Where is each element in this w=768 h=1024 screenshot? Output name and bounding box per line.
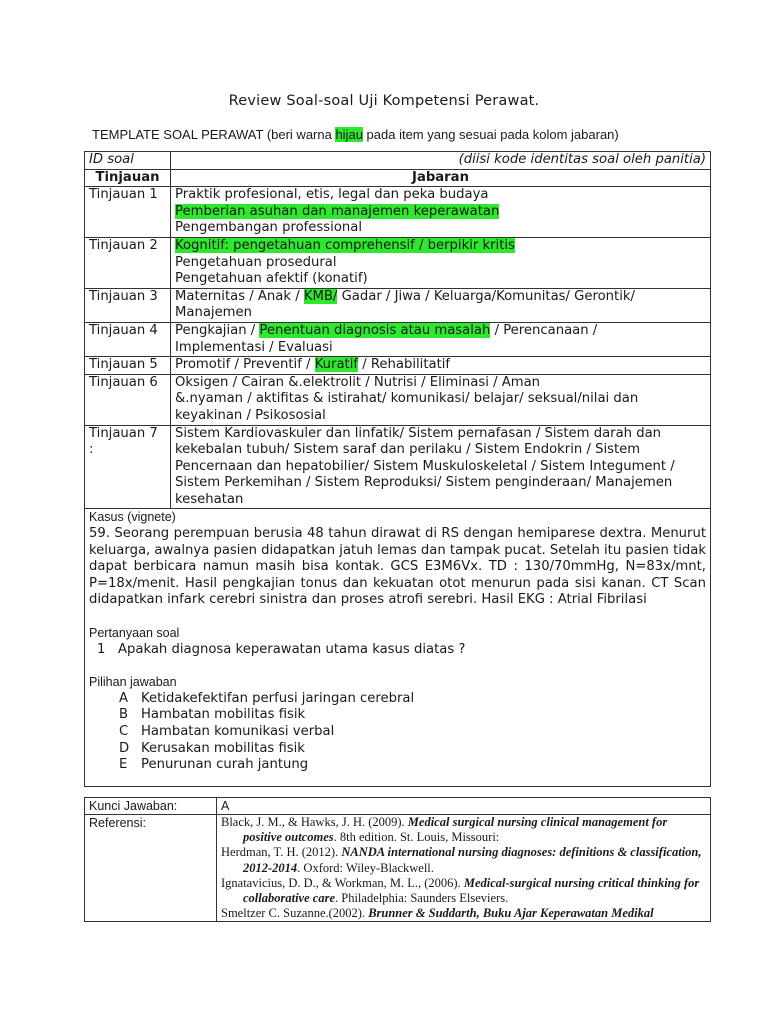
jabaran-line xyxy=(175,289,706,306)
jabaran-text: Pengetahuan afektif (konatif) xyxy=(175,271,368,287)
case-cell xyxy=(85,509,711,786)
jabaran-line xyxy=(175,459,706,476)
reference-author: Ignatavicius, D. D., & Workman, M. L., (2006). xyxy=(221,875,464,890)
jabaran-text: Praktik profesional, etis, legal dan peka budaya xyxy=(175,187,489,203)
case-row xyxy=(85,509,711,786)
tinjauan-row xyxy=(85,357,711,375)
jabaran-text: / Rehabilitatif xyxy=(358,357,451,373)
tinjauan-row xyxy=(85,288,711,322)
question-label: Pertanyaan soal xyxy=(89,626,180,641)
tinjauan-row xyxy=(85,425,711,509)
option-letter: C xyxy=(119,724,129,739)
answer-option xyxy=(119,724,706,741)
case-label: Kasus (vignete) xyxy=(89,510,176,525)
jabaran-text: &.nyaman / aktifitas & istirahat/ komunikasi/ belajar/ seksual/nilai dan xyxy=(175,391,639,407)
jabaran-line xyxy=(175,238,706,255)
page-title: Review Soal-soal Uji Kompetensi Perawat. xyxy=(228,93,540,109)
jabaran-text: Sistem Perkemihan / Sistem Reproduksi/ Sistem penginderaan/ Manajemen xyxy=(175,475,673,491)
jabaran-line xyxy=(175,305,706,322)
jabaran-line xyxy=(175,271,706,288)
jabaran-line xyxy=(175,255,706,272)
jabaran-text: keyakinan / Psikososial xyxy=(175,407,326,423)
answer-key-label: Kunci Jawaban: xyxy=(85,798,217,815)
options-label: Pilihan jawaban xyxy=(89,675,177,690)
reference-title: Brunner & Suddarth, Buku Ajar Keperawatan Medikal xyxy=(368,906,654,921)
jabaran-text: Implementasi / Evaluasi xyxy=(175,339,333,355)
id-value-placeholder: (diisi kode identitas soal oleh panitia) xyxy=(171,152,711,170)
jabaran-line xyxy=(175,408,706,425)
jabaran-cell xyxy=(171,288,711,322)
answer-option xyxy=(119,707,706,724)
references-label: Referensi: xyxy=(85,815,217,922)
jabaran-line xyxy=(175,357,706,374)
answer-option xyxy=(119,757,706,774)
reference-title: NANDA international nursing diagnoses: definitions & classification, 2012-2014 xyxy=(243,845,702,875)
tinjauan-row xyxy=(85,374,711,425)
header-jabaran: Jabaran xyxy=(171,169,711,187)
id-row xyxy=(85,152,711,170)
option-letter: E xyxy=(119,757,128,773)
option-text: Hambatan mobilitas fisik xyxy=(141,707,306,723)
reference-author: Smeltzer C. Suzanne.(2002). xyxy=(221,906,369,921)
jabaran-line xyxy=(175,492,706,509)
jabaran-text: Maternitas / Anak / xyxy=(175,288,304,304)
tinjauan-label: Tinjauan 2 xyxy=(85,237,171,288)
jabaran-line xyxy=(175,204,706,221)
answer-key-row xyxy=(85,798,711,815)
jabaran-cell xyxy=(171,237,711,288)
reference-item xyxy=(221,906,706,921)
header-row xyxy=(85,169,711,187)
tinjauan-label: Tinjauan 1 xyxy=(85,187,171,238)
tinjauan-row xyxy=(85,237,711,288)
answer-option xyxy=(119,691,706,708)
review-table xyxy=(84,151,711,787)
tinjauan-label: Tinjauan 6 xyxy=(85,374,171,425)
jabaran-line xyxy=(175,187,706,204)
jabaran-highlighted-item: Penentuan diagnosis atau masalah xyxy=(259,322,491,338)
jabaran-highlighted-item: Kognitif: pengetahuan comprehensif / berpikir kritis xyxy=(175,237,515,253)
tinjauan-label: Tinjauan 3 xyxy=(85,288,171,322)
jabaran-text: Pengembangan professional xyxy=(175,220,363,236)
tinjauan-label: Tinjauan 4 xyxy=(85,322,171,356)
tinjauan-label: Tinjauan 7 : xyxy=(85,425,171,509)
option-letter: A xyxy=(119,690,129,706)
jabaran-cell xyxy=(171,357,711,375)
jabaran-line xyxy=(175,220,706,237)
jabaran-highlighted-item: Pemberian asuhan dan manajemen keperawatan xyxy=(175,203,500,219)
question-text: Apakah diagnosa keperawatan utama kasus diatas ? xyxy=(117,641,466,657)
options-list xyxy=(89,691,706,774)
case-vignette: 59. Seorang perempuan berusia 48 tahun dirawat di RS dengan hemiparese dextra. Menurut keluarga, awalnya pasien didapatkan jatuh lemas dan tampak pucat. Setelah itu pasien tidak dapat berbicara namun masih bisa kontak. GCS E3M6Vx. TD : 130/70mmHg, N=83x/mnt, P=18x/menit. Hasil pengkajian tonus dan kekuatan otot menurun pada sisi kanan. CT Scan didapatkan infark cerebri sinistra dan proses atrofi serebri. Hasil EKG : Atrial Fibrilasi xyxy=(89,526,706,608)
header-tinjauan: Tinjauan xyxy=(85,169,171,187)
jabaran-cell xyxy=(171,374,711,425)
jabaran-line xyxy=(175,442,706,459)
tinjauan-row xyxy=(85,322,711,356)
tinjauan-rows xyxy=(85,187,711,509)
jabaran-line xyxy=(175,323,706,340)
answer-key-value: A xyxy=(217,798,711,815)
jabaran-text: Pencernaan dan hepatobilier/ Sistem Muskuloskeletal / Sistem Integument / xyxy=(175,458,675,474)
references-row xyxy=(85,815,711,922)
tinjauan-row xyxy=(85,187,711,238)
reference-item xyxy=(221,845,706,875)
jabaran-highlighted-item: Kuratif xyxy=(314,357,359,373)
jabaran-text: Promotif / Preventif / xyxy=(175,357,315,373)
option-letter: B xyxy=(119,707,129,723)
jabaran-text: kesehatan xyxy=(175,491,244,507)
question-line xyxy=(97,642,706,659)
jabaran-line xyxy=(175,475,706,492)
jabaran-text: Manajemen xyxy=(175,305,252,321)
reference-publisher: . Philadelphia: Saunders Elseviers. xyxy=(335,891,509,906)
jabaran-text: Pengkajian / xyxy=(175,322,260,338)
jabaran-text: kekebalan tubuh/ Sistem saraf dan perilaku / Sistem Endokrin / Sistem xyxy=(175,442,641,458)
jabaran-cell xyxy=(171,187,711,238)
jabaran-line xyxy=(175,391,706,408)
jabaran-highlighted-item: KMB/ xyxy=(303,288,338,304)
jabaran-text: Pengetahuan prosedural xyxy=(175,254,337,270)
option-text: Hambatan komunikasi verbal xyxy=(141,724,335,739)
id-label: ID soal xyxy=(85,152,171,170)
jabaran-cell xyxy=(171,322,711,356)
reference-item xyxy=(221,815,706,845)
jabaran-line xyxy=(175,340,706,357)
reference-author: Herdman, T. H. (2012). xyxy=(221,845,342,860)
answer-option xyxy=(119,741,706,758)
jabaran-text: Gadar / Jiwa / Keluarga/Komunitas/ Gerontik/ xyxy=(337,288,635,304)
option-text: Penurunan curah jantung xyxy=(141,757,309,773)
reference-publisher: . Oxford: Wiley-Blackwell. xyxy=(297,860,434,875)
jabaran-line xyxy=(175,375,706,392)
option-text: Ketidakefektifan perfusi jaringan cerebral xyxy=(141,690,415,706)
references-list xyxy=(217,815,711,922)
reference-title: Medical surgical nursing clinical management for positive outcomes xyxy=(243,815,668,845)
jabaran-line xyxy=(175,426,706,443)
jabaran-cell xyxy=(171,425,711,509)
reference-title: Medical-surgical nursing critical thinking for collaborative care xyxy=(243,875,700,906)
reference-author: Black, J. M., & Hawks, J. H. (2009). xyxy=(221,815,408,829)
reference-item xyxy=(221,876,706,906)
jabaran-text: Sistem Kardiovaskuler dan linfatik/ Sistem pernafasan / Sistem darah dan xyxy=(175,425,662,441)
jabaran-text: Oksigen / Cairan &.elektrolit / Nutrisi / Eliminasi / Aman xyxy=(175,374,541,390)
reference-table xyxy=(84,797,711,922)
instruction-text-end: pada item yang sesuai pada kolom jabaran) xyxy=(362,127,619,142)
question-number: 1 xyxy=(97,641,106,657)
option-letter: D xyxy=(119,740,130,756)
template-instruction xyxy=(92,127,619,142)
instruction-text-start: TEMPLATE SOAL PERAWAT (beri warna xyxy=(92,127,336,142)
tinjauan-label: Tinjauan 5 xyxy=(85,357,171,375)
instruction-highlight-word: hijau xyxy=(335,127,363,142)
jabaran-text: / Perencanaan / xyxy=(490,322,598,338)
option-text: Kerusakan mobilitas fisik xyxy=(141,740,305,756)
reference-publisher: . 8th edition. St. Louis, Missouri: xyxy=(333,830,500,845)
